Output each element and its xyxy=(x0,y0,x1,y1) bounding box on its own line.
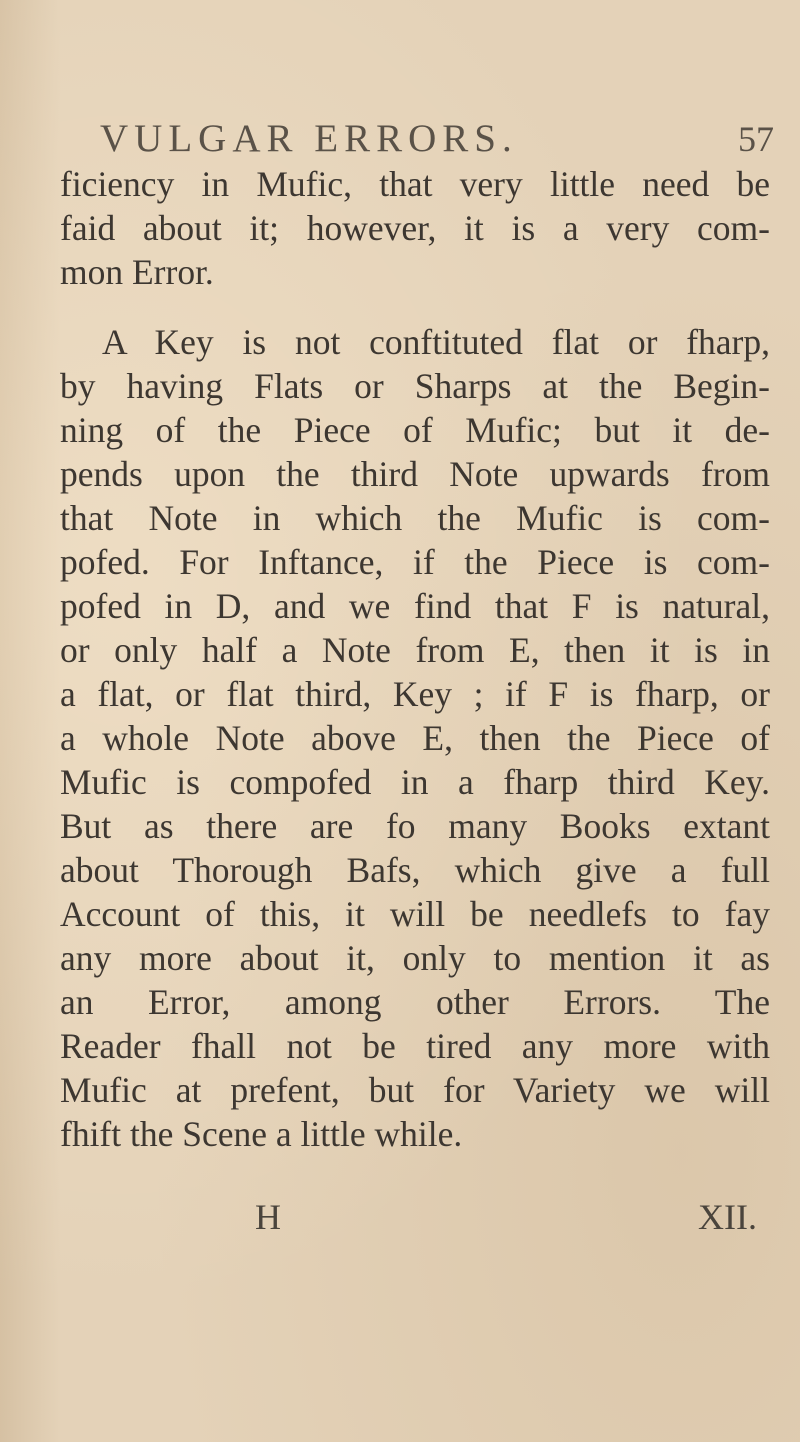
running-head xyxy=(100,116,780,164)
text-line: But as there are fo many Books extant xyxy=(60,806,770,846)
page-number: 57 xyxy=(738,119,774,159)
text-line: a whole Note above E, then the Piece of xyxy=(60,718,770,758)
text-line: an Error, among other Errors. The xyxy=(60,982,770,1022)
text-line: Mufic at prefent, but for Variety we will xyxy=(60,1070,770,1110)
text-line: by having Flats or Sharps at the Begin- xyxy=(60,366,770,406)
text-line: or only half a Note from E, then it is in xyxy=(60,630,770,670)
paragraph-start-line: A Key is not conftituted flat or fharp, xyxy=(102,322,770,362)
running-title: VULGAR ERRORS. xyxy=(100,117,518,160)
text-line: mon Error. xyxy=(60,252,214,292)
signature-mark: H xyxy=(255,1197,281,1237)
text-line: fhift the Scene a little while. xyxy=(60,1114,463,1154)
text-line: a flat, or flat third, Key ; if F is fharp, or xyxy=(60,674,770,714)
text-line: ning of the Piece of Mufic; but it de- xyxy=(60,410,770,450)
text-line: any more about it, only to mention it as xyxy=(60,938,770,978)
text-line: faid about it; however, it is a very com- xyxy=(60,208,770,248)
text-line: pofed in D, and we find that F is natural, xyxy=(60,586,770,626)
page-footer xyxy=(0,1196,800,1242)
text-line: about Thorough Bafs, which give a full xyxy=(60,850,770,890)
text-line: Reader fhall not be tired any more with xyxy=(60,1026,770,1066)
text-line: pofed. For Inftance, if the Piece is com- xyxy=(60,542,770,582)
text-line: Mufic is compofed in a fharp third Key. xyxy=(60,762,770,802)
text-line: Account of this, it will be needlefs to fay xyxy=(60,894,770,934)
catchword: XII. xyxy=(698,1197,757,1237)
text-line: that Note in which the Mufic is com- xyxy=(60,498,770,538)
text-line: pends upon the third Note upwards from xyxy=(60,454,770,494)
text-line: ficiency in Mufic, that very little need be xyxy=(60,164,770,204)
